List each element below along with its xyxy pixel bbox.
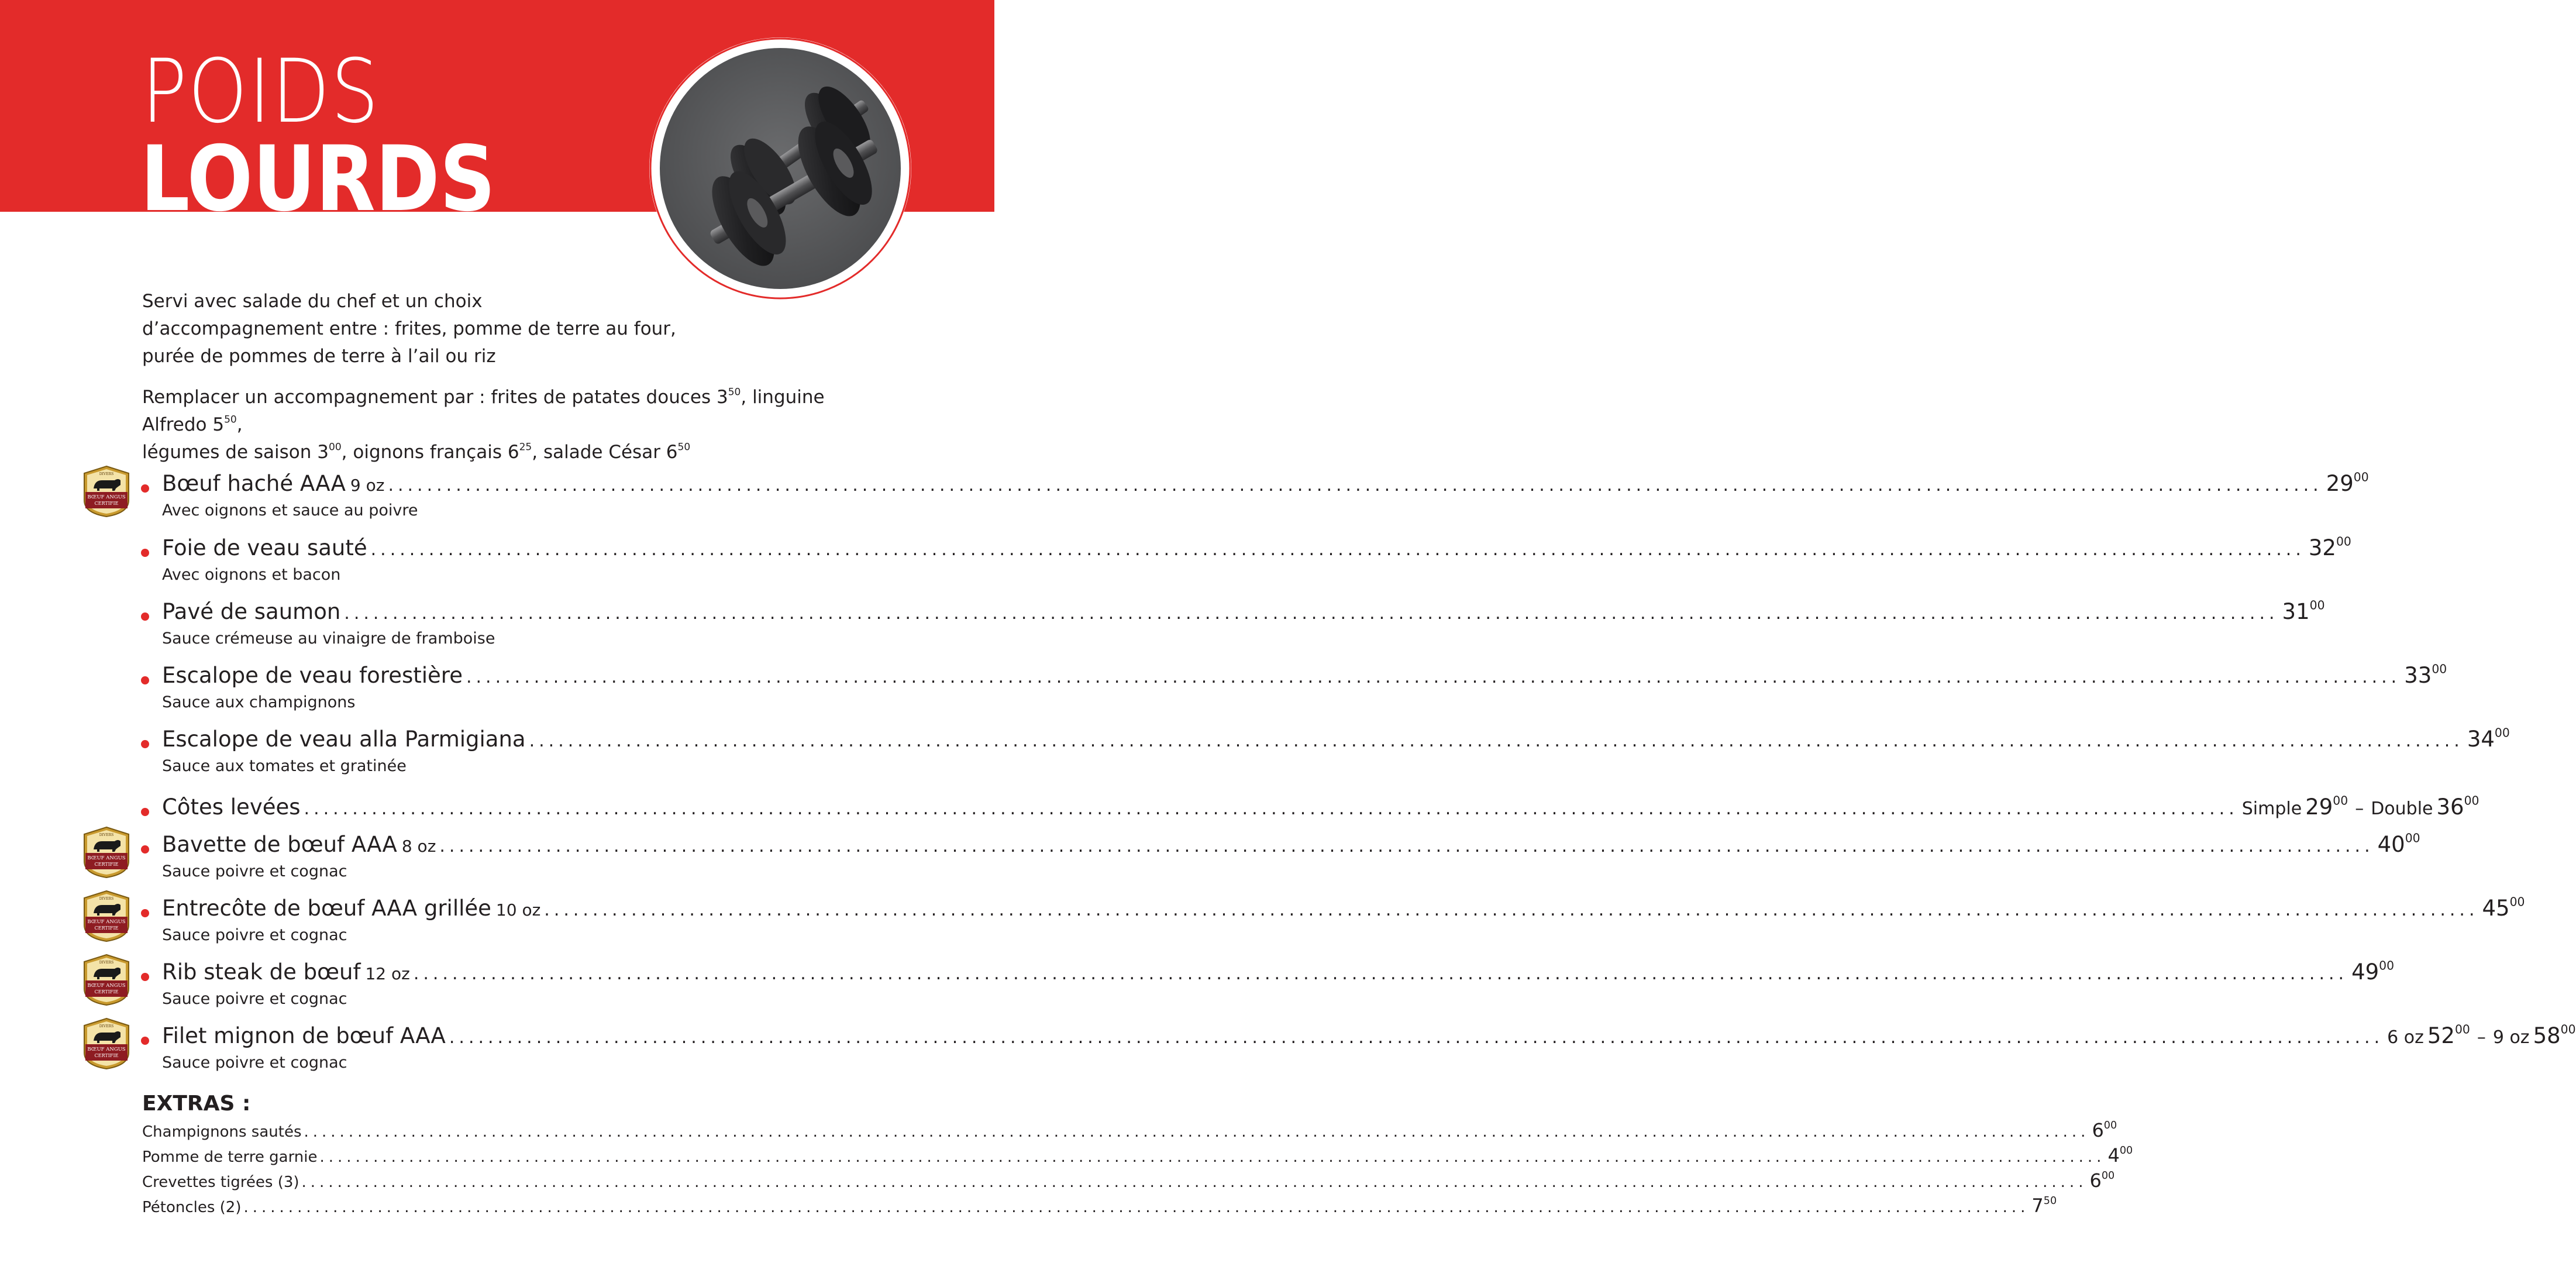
menu-item — [0, 831, 2420, 885]
dot-leader: ........................................................................................................................................................................................................ — [388, 475, 2323, 495]
menu-item — [0, 894, 2525, 948]
price-label-a: 6 oz — [2387, 1027, 2424, 1048]
dot-leader: ........................................................................................................................................................................................................ — [413, 963, 2348, 984]
price-b: $36^{00}$ — [2436, 793, 2479, 820]
extra-label: Champignons sautés — [142, 1123, 302, 1141]
menu-item — [0, 598, 2325, 652]
item-description: Sauce poivre et cognac — [162, 926, 347, 944]
item-line — [162, 831, 2420, 861]
bullet-icon — [141, 973, 149, 981]
svg-text:BŒUF ANGUS: BŒUF ANGUS — [87, 494, 126, 500]
menu-item — [0, 1022, 2576, 1076]
svg-text:BŒUF ANGUS: BŒUF ANGUS — [87, 983, 126, 989]
dot-leader: ........................................................................................................................................................................................................ — [344, 603, 2279, 624]
bullet-icon — [141, 740, 149, 748]
price: $49^{00}$ — [2351, 958, 2395, 985]
dot-leader: ........................................................................................................................................................................................................ — [544, 900, 2479, 920]
item-description: Sauce poivre et cognac — [162, 990, 347, 1008]
svg-text:CERTIFIE: CERTIFIE — [94, 925, 119, 931]
dot-leader: ........................................................................................................................................................................................................ — [466, 667, 2401, 687]
price-group — [2378, 832, 2420, 857]
svg-text:DIVERS: DIVERS — [99, 833, 114, 837]
substitution-line-2: légumes de saison $3^{00}$, oignons français $6^{25}$, salade César $6^{50}$ — [142, 441, 691, 463]
price-group — [2242, 794, 2479, 820]
svg-text:DIVERS: DIVERS — [99, 897, 114, 901]
item-name: Foie de veau sauté — [162, 535, 367, 560]
price-group — [2467, 727, 2510, 752]
title-line1: POIDS — [142, 41, 380, 143]
bullet-icon — [141, 808, 149, 816]
svg-text:BŒUF ANGUS: BŒUF ANGUS — [87, 919, 126, 925]
price-group — [2482, 896, 2525, 921]
angus-certified-badge-icon — [82, 1017, 131, 1070]
item-weight: 8 oz — [401, 837, 436, 856]
angus-certified-badge-icon — [82, 826, 131, 879]
item-weight: 9 oz — [350, 476, 385, 495]
dot-leader: ........................................................................................................................................................................................................ — [301, 1174, 2088, 1191]
extra-label: Pomme de terre garnie — [142, 1148, 318, 1166]
item-name: Entrecôte de bœuf AAA grillée — [162, 896, 491, 921]
price: $40^{00}$ — [2377, 831, 2420, 857]
extra-label: Pétoncles (2) — [142, 1199, 242, 1216]
item-line — [162, 793, 2479, 824]
price: $29^{00}$ — [2326, 470, 2369, 496]
price-group — [2326, 471, 2369, 496]
price-group — [2387, 1023, 2575, 1048]
extra-row — [142, 1195, 2057, 1218]
item-name: Bœuf haché AAA — [162, 471, 346, 496]
angus-certified-badge-icon — [82, 890, 131, 942]
bullet-icon — [141, 1037, 149, 1045]
title-line2: LOURDS — [140, 127, 496, 232]
extra-price: $7^{50}$ — [2031, 1195, 2057, 1217]
item-description: Avec oignons et sauce au poivre — [162, 501, 418, 519]
svg-text:CERTIFIE: CERTIFIE — [94, 1053, 119, 1058]
extras-title: EXTRAS : — [142, 1092, 251, 1116]
item-line — [162, 1022, 2576, 1052]
svg-text:BŒUF ANGUS: BŒUF ANGUS — [87, 855, 126, 861]
bullet-icon — [141, 612, 149, 621]
item-description: Sauce poivre et cognac — [162, 862, 347, 880]
item-weight: 12 oz — [365, 964, 410, 983]
dot-leader: ........................................................................................................................................................................................................ — [529, 731, 2464, 751]
item-description: Sauce poivre et cognac — [162, 1054, 347, 1072]
price: $33^{00}$ — [2404, 662, 2447, 688]
price: $31^{00}$ — [2282, 598, 2325, 624]
price-b: $58^{00}$ — [2533, 1022, 2576, 1048]
price: $45^{00}$ — [2482, 894, 2525, 921]
item-name: Escalope de veau alla Parmigiana — [162, 727, 526, 752]
bullet-icon — [141, 676, 149, 684]
item-description: Sauce aux tomates et gratinée — [162, 757, 407, 775]
dot-leader: ........................................................................................................................................................................................................ — [319, 1148, 2106, 1166]
bullet-icon — [141, 549, 149, 557]
item-description: Sauce crémeuse au vinaigre de framboise — [162, 629, 495, 648]
extra-row — [142, 1169, 2115, 1193]
extra-price: $6^{00}$ — [2089, 1169, 2115, 1192]
extra-row — [142, 1144, 2133, 1168]
angus-certified-badge-icon — [82, 465, 131, 518]
svg-text:CERTIFIE: CERTIFIE — [94, 501, 119, 506]
price-a: $52^{00}$ — [2427, 1022, 2470, 1048]
menu-item — [0, 662, 2447, 715]
intro-line-1: Servi avec salade du chef et un choix — [142, 291, 483, 312]
price-separator: – — [2477, 1027, 2486, 1048]
price-group — [2309, 535, 2351, 560]
svg-text:DIVERS: DIVERS — [99, 1024, 114, 1028]
intro-line-3: purée de pommes de terre à l’ail ou riz — [142, 346, 496, 367]
price-group — [2404, 663, 2447, 688]
svg-text:DIVERS: DIVERS — [99, 472, 114, 476]
dumbbells-photo — [648, 36, 912, 301]
svg-text:CERTIFIE: CERTIFIE — [94, 862, 119, 867]
price-separator: – — [2355, 799, 2364, 819]
item-line — [162, 534, 2351, 565]
angus-certified-badge-icon — [82, 954, 131, 1006]
menu-item — [0, 534, 2351, 588]
item-line — [162, 662, 2447, 692]
price-group — [2282, 599, 2325, 624]
dot-leader: ........................................................................................................................................................................................................ — [370, 539, 2305, 560]
item-description: Avec oignons et bacon — [162, 566, 341, 584]
menu-item — [0, 725, 2510, 779]
bullet-icon — [141, 909, 149, 917]
item-line — [162, 598, 2325, 628]
svg-text:DIVERS: DIVERS — [99, 961, 114, 965]
bullet-icon — [141, 484, 149, 493]
price-group — [2351, 959, 2394, 985]
price-a: $29^{00}$ — [2305, 793, 2348, 820]
price-label-a: Simple — [2241, 799, 2302, 819]
substitution-text — [142, 384, 867, 466]
substitution-line-1: Remplacer un accompagnement par : frites de patates douces $3^{50}$, linguine Alfredo $5^{50}$, — [142, 386, 825, 435]
price: $32^{00}$ — [2308, 534, 2351, 560]
price-label-b: Double — [2371, 799, 2433, 819]
price: $34^{00}$ — [2467, 725, 2510, 752]
item-name: Bavette de bœuf AAA — [162, 832, 397, 857]
item-name: Filet mignon de bœuf AAA — [162, 1023, 446, 1048]
svg-text:BŒUF ANGUS: BŒUF ANGUS — [87, 1047, 126, 1052]
item-line — [162, 470, 2369, 500]
item-line — [162, 894, 2525, 925]
item-description: Sauce aux champignons — [162, 693, 356, 711]
item-name: Côtes levées — [162, 794, 301, 820]
menu-item — [0, 470, 2369, 524]
item-name: Escalope de veau forestière — [162, 663, 463, 688]
item-weight: 10 oz — [495, 900, 541, 920]
extra-price: $4^{00}$ — [2107, 1144, 2133, 1166]
bullet-icon — [141, 845, 149, 854]
dot-leader: ........................................................................................................................................................................................................ — [304, 1123, 2090, 1141]
extra-row — [142, 1119, 2117, 1143]
dot-leader: ........................................................................................................................................................................................................ — [449, 1027, 2384, 1048]
dot-leader: ........................................................................................................................................................................................................ — [304, 799, 2238, 819]
menu-item — [0, 958, 2395, 1012]
dot-leader: ........................................................................................................................................................................................................ — [243, 1199, 2030, 1216]
item-name: Rib steak de bœuf — [162, 959, 361, 985]
extra-price: $6^{00}$ — [2092, 1119, 2117, 1141]
price-label-b: 9 oz — [2492, 1027, 2530, 1048]
item-line — [162, 958, 2395, 989]
svg-text:CERTIFIE: CERTIFIE — [94, 989, 119, 994]
intro-line-2: d’accompagnement entre : frites, pomme de terre au four, — [142, 318, 676, 339]
item-line — [162, 725, 2510, 756]
item-name: Pavé de saumon — [162, 599, 341, 624]
extra-label: Crevettes tigrées (3) — [142, 1174, 299, 1191]
intro-text — [142, 288, 867, 370]
dot-leader: ........................................................................................................................................................................................................ — [439, 836, 2374, 856]
